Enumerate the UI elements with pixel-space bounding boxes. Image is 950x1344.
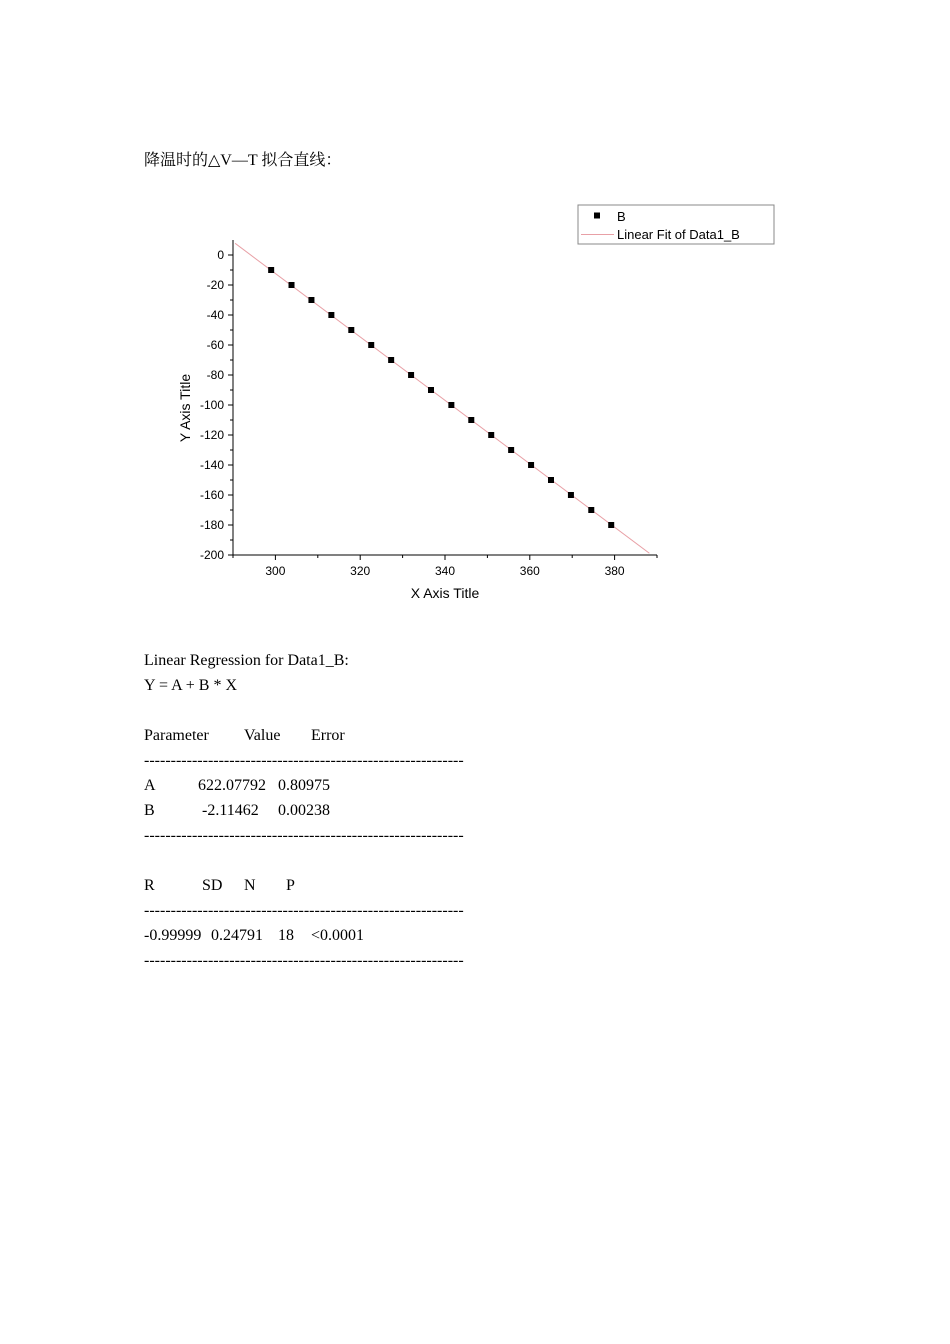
param-header-parameter: Parameter xyxy=(144,727,209,744)
stat-row xyxy=(144,923,464,948)
stat-header-row xyxy=(144,873,464,898)
stat-header-r: R xyxy=(144,877,155,894)
data-point xyxy=(448,402,454,408)
y-tick-label: -80 xyxy=(206,368,224,382)
regression-title: Linear Regression for Data1_B: xyxy=(144,652,349,669)
data-point xyxy=(368,342,374,348)
data-point xyxy=(388,357,394,363)
legend-marker-b xyxy=(594,213,600,219)
chart-legend xyxy=(578,205,774,244)
data-point xyxy=(289,282,295,288)
data-point xyxy=(508,447,514,453)
x-tick-label: 340 xyxy=(434,564,456,578)
data-point xyxy=(608,522,614,528)
data-point xyxy=(468,417,474,423)
stat-value-r: -0.99999 xyxy=(144,927,202,944)
stat-header-sd: SD xyxy=(202,877,223,894)
blank-line xyxy=(144,698,464,723)
y-tick-label: -100 xyxy=(199,398,224,412)
legend-label-b: B xyxy=(617,209,626,224)
regression-report xyxy=(144,648,464,973)
x-tick-label: 320 xyxy=(350,564,371,578)
y-tick-label: -60 xyxy=(206,338,224,352)
param-name-a: A xyxy=(144,777,156,794)
param-header-error: Error xyxy=(311,727,345,744)
separator: ------------------------------------------------------------ xyxy=(144,827,464,844)
data-point xyxy=(268,267,274,273)
fit-chart xyxy=(0,0,950,640)
y-tick-label: -140 xyxy=(199,458,224,472)
x-tick-label: 300 xyxy=(265,564,286,578)
param-header-row xyxy=(144,723,464,748)
y-tick-label: -180 xyxy=(199,518,224,532)
plot-area xyxy=(200,240,657,578)
data-point xyxy=(568,492,574,498)
param-name-b: B xyxy=(144,802,155,819)
separator: ------------------------------------------------------------ xyxy=(144,952,464,969)
param-row-b xyxy=(144,798,464,823)
data-point xyxy=(488,432,494,438)
data-point xyxy=(528,462,534,468)
data-point xyxy=(308,297,314,303)
data-point xyxy=(348,327,354,333)
y-axis-title: Y Axis Title xyxy=(177,373,193,443)
data-point xyxy=(328,312,334,318)
param-header-value: Value xyxy=(244,727,281,744)
page-heading: 降温时的△V—T 拟合直线： xyxy=(144,152,342,169)
y-tick-label: -160 xyxy=(199,488,224,502)
separator: ------------------------------------------------------------ xyxy=(144,752,464,769)
fit-line xyxy=(235,243,649,553)
data-point xyxy=(588,507,594,513)
separator: ------------------------------------------------------------ xyxy=(144,902,464,919)
param-value-a: 622.07792 xyxy=(198,777,266,794)
y-tick-label: 0 xyxy=(217,248,224,262)
data-point xyxy=(408,372,414,378)
x-axis-title: X Axis Title xyxy=(410,585,480,601)
stat-value-n: 18 xyxy=(278,927,294,944)
param-row-a xyxy=(144,773,464,798)
y-tick-label: -20 xyxy=(206,278,224,292)
legend-label-fit: Linear Fit of Data1_B xyxy=(617,227,740,242)
param-error-b: 0.00238 xyxy=(278,802,330,819)
y-tick-label: -120 xyxy=(199,428,224,442)
blank-line xyxy=(144,848,464,873)
stat-header-n: N xyxy=(244,877,256,894)
data-point xyxy=(428,387,434,393)
stat-value-sd: 0.24791 xyxy=(211,927,263,944)
stat-value-p: <0.0001 xyxy=(311,927,365,944)
data-point xyxy=(548,477,554,483)
param-error-a: 0.80975 xyxy=(278,777,330,794)
x-tick-label: 380 xyxy=(604,564,625,578)
y-tick-label: -200 xyxy=(199,548,224,562)
regression-equation: Y = A + B * X xyxy=(144,677,238,694)
x-tick-label: 360 xyxy=(519,564,540,578)
stat-header-p: P xyxy=(286,877,295,894)
param-value-b: -2.11462 xyxy=(202,802,259,819)
y-tick-label: -40 xyxy=(206,308,224,322)
